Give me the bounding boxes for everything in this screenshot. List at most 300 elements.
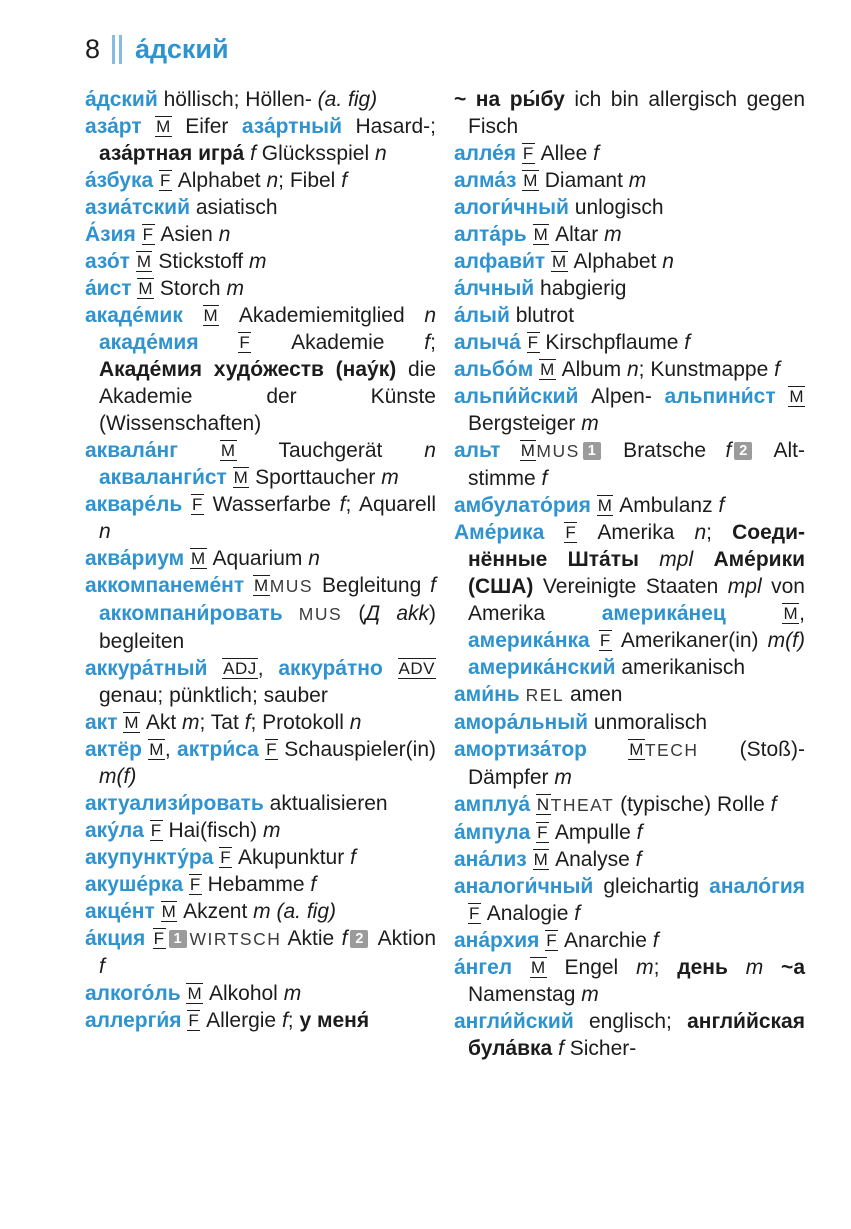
grammar-italic: f (430, 574, 436, 597)
grammar-italic: (a. fig) (317, 88, 378, 111)
right-column (454, 86, 805, 1062)
headword: акваре́ль (85, 493, 192, 516)
translation-text: Begleitung (313, 574, 431, 597)
translation-text: Altstimme (468, 439, 806, 490)
grammar-italic: f (558, 1037, 564, 1060)
grammar-italic: n (424, 304, 437, 327)
grammar-italic: f (424, 331, 431, 354)
translation-text: Diamant (538, 169, 629, 192)
headword: актуализи́ровать (85, 792, 264, 815)
gender-marker: ADV (398, 659, 435, 678)
headword: а́нгел (454, 956, 530, 979)
grammar-italic: n (218, 223, 231, 246)
gender-marker: F (160, 171, 171, 190)
translation-text: Stickstoff (152, 250, 249, 273)
gender-marker: М (233, 468, 249, 487)
headword: азиа́тский (85, 196, 190, 219)
dictionary-entry (454, 681, 805, 709)
sense-number-badge: 1 (583, 442, 601, 460)
gender-marker: F (220, 848, 232, 867)
translation-text: höllisch; Höllen- (157, 88, 318, 111)
gender-marker: М (220, 441, 236, 460)
headword: альпини́ст (664, 385, 789, 408)
dictionary-entry (454, 140, 805, 167)
translation-text: Ambulanz (613, 494, 719, 517)
gender-marker: F (153, 929, 165, 948)
dictionary-entry (85, 86, 436, 113)
grammar-italic: f (281, 1009, 288, 1032)
subject-label: REL (525, 685, 565, 705)
bold-text: Соединённые Шта́ты (468, 521, 805, 571)
headword: аккура́тно (278, 657, 398, 680)
page-number: 8 (85, 34, 101, 64)
subject-label: MUS (536, 441, 580, 461)
translation-text: die Akademie der Künste (Wissenschaften) (99, 358, 436, 435)
translation-text: Amerika (577, 521, 695, 544)
dictionary-entry (85, 925, 436, 980)
gender-marker: F (189, 875, 201, 894)
dictionary-entry (85, 113, 436, 167)
translation-text: asiatisch (189, 196, 278, 219)
dictionary-entry (454, 791, 805, 819)
translation-text: Aktie (281, 927, 342, 950)
headword: ана́рхия (454, 929, 546, 952)
headword: а́збука (85, 169, 159, 192)
translation-text: ; Fibel (278, 169, 342, 192)
headword: альбо́м (454, 358, 540, 381)
translation-text: Alphabet (567, 250, 663, 273)
translation-text: ; Protokoll (250, 711, 350, 734)
headword: аккура́тный (85, 657, 223, 680)
translation-text: amerikanisch (615, 656, 746, 679)
grammar-italic: m(f) (767, 629, 805, 652)
translation-text: , (257, 657, 279, 680)
translation-text: ; (706, 521, 733, 544)
translation-text: aktualisieren (263, 792, 388, 815)
headword: алле́я (454, 142, 522, 165)
headword: англи́йский (454, 1010, 574, 1033)
headword: акупункту́ра (85, 846, 220, 869)
translation-text: amen (564, 683, 623, 706)
translation-text: ; (430, 331, 436, 354)
dictionary-entry (85, 221, 436, 248)
headword: амортиза́тор (454, 738, 629, 761)
headword: акт (85, 711, 124, 734)
dictionary-entry (454, 736, 805, 791)
translation-text: ; Aquarell (345, 493, 436, 516)
grammar-italic: n (308, 547, 320, 570)
subject-label: TECH (644, 740, 699, 760)
headword: ами́нь (454, 683, 526, 706)
gender-marker: М (161, 902, 177, 921)
dictionary-entry (85, 248, 436, 275)
headword: Аме́рика (454, 521, 565, 544)
translation-text: Akademie (251, 331, 425, 354)
grammar-italic: f (718, 494, 725, 517)
translation-text: Akt (139, 711, 182, 734)
grammar-italic: mpl (727, 575, 762, 598)
headword: алыча́ (454, 331, 527, 354)
grammar-italic: f (652, 929, 659, 952)
grammar-italic: mpl (659, 548, 694, 571)
grammar-italic: m (745, 956, 764, 979)
headword: алма́з (454, 169, 523, 192)
dictionary-entry (454, 873, 805, 927)
translation-text: ; (287, 1009, 300, 1032)
headword: анало́гия (709, 875, 805, 898)
grammar-italic: n (266, 169, 279, 192)
translation-text: ; Kunstmappe (638, 358, 775, 381)
grammar-italic: f (774, 358, 780, 381)
dictionary-entry (454, 248, 805, 275)
left-column (85, 86, 436, 1062)
headword: америка́нец (601, 602, 783, 625)
translation-text: Analyse (549, 848, 636, 871)
dictionary-entry (454, 329, 805, 356)
gender-marker: М (597, 496, 613, 515)
bold-text: ~а (763, 956, 805, 979)
translation-text: Aquarium (206, 547, 309, 570)
translation-text: Hasard-; (342, 115, 436, 138)
translation-text: ; (653, 956, 678, 979)
headword: акаде́мия (99, 331, 239, 354)
headword: альт (454, 439, 520, 462)
headword: аза́ртный (241, 115, 342, 138)
headword: амплуа́ (454, 793, 536, 816)
translation-text: Akupunktur (232, 846, 351, 869)
gender-marker: F (150, 821, 162, 840)
dictionary-entry (454, 927, 805, 954)
dictionary-entry (85, 545, 436, 572)
headword: актёр (85, 738, 149, 761)
translation-text: Engel (546, 956, 637, 979)
grammar-italic: f (250, 142, 256, 165)
page-header (85, 34, 805, 64)
headword: акуше́рка (85, 873, 189, 896)
dictionary-entry (454, 846, 805, 873)
dictionary-entry (454, 275, 805, 302)
dictionary-entry (454, 221, 805, 248)
translation-text: Eifer (171, 115, 242, 138)
headword: алкого́ль (85, 982, 187, 1005)
grammar-italic: f (350, 846, 356, 869)
dictionary-entry (85, 302, 436, 437)
translation-text: Altar (549, 223, 605, 246)
grammar-italic: f (244, 711, 251, 734)
gender-marker: М (552, 252, 567, 271)
translation-text: Alpen- (578, 385, 665, 408)
grammar-italic: (a. fig) (276, 900, 336, 923)
dictionary-entry (454, 194, 805, 221)
gender-marker: F (546, 931, 558, 950)
dictionary-entry (85, 736, 436, 790)
bold-text: день (677, 956, 746, 979)
grammar-italic: n (694, 521, 707, 544)
translation-text: , (799, 602, 805, 625)
gender-marker: М (789, 387, 804, 406)
gender-marker: F (188, 1011, 200, 1030)
header-divider-bars-icon (112, 35, 122, 64)
translation-text: Bratsche (603, 439, 726, 462)
dictionary-entry (85, 437, 436, 491)
gender-marker: F (599, 631, 611, 650)
translation-text: Tauchgerät (236, 439, 425, 462)
grammar-italic: m (604, 223, 622, 246)
gender-marker: М (533, 850, 549, 869)
translation-text: ich bin allergisch gegen Fisch (468, 88, 806, 138)
grammar-italic: f (635, 848, 642, 871)
grammar-italic: f (770, 793, 777, 816)
bold-text: Акаде́мия худо́жеств (нау́к) (99, 358, 397, 381)
translation-text: Hebamme (201, 873, 311, 896)
translation-text: Asien (154, 223, 219, 246)
headword: ана́лиз (454, 848, 533, 871)
gender-marker: F (239, 333, 251, 352)
headword: америка́нка (468, 629, 599, 652)
dictionary-entry (454, 437, 805, 492)
dictionary-entry (454, 167, 805, 194)
gender-marker: М (530, 958, 546, 977)
translation-text: Album (555, 358, 627, 381)
translation-text: Aktion (371, 927, 436, 950)
translation-text: Analogie (480, 902, 575, 925)
dictionary-entry (85, 898, 436, 925)
translation-text: ; Tat (199, 711, 245, 734)
translation-text: Hai(fisch) (162, 819, 263, 842)
headword: а́лый (454, 304, 510, 327)
gender-marker: М (187, 984, 203, 1003)
translation-text: Akademiemitglied (219, 304, 425, 327)
headword: а́мпула (454, 821, 537, 844)
dictionary-entry (454, 1008, 805, 1062)
headword: акаде́мик (85, 304, 203, 327)
translation-text: Wasserfarbe (203, 493, 340, 516)
dictionary-entry (454, 709, 805, 736)
gender-marker: М (149, 740, 164, 759)
translation-text: (Stoß)-Dämpfer (468, 738, 805, 789)
bold-text: ~ на ры́бу (454, 88, 565, 111)
guide-word: а́дский (135, 34, 229, 64)
dictionary-entry (85, 655, 436, 709)
grammar-italic: f (725, 439, 732, 462)
subject-label: MUS (298, 604, 343, 624)
grammar-italic: m (226, 277, 244, 300)
translation-text: gleichartig (593, 875, 710, 898)
dictionary-entry (85, 275, 436, 302)
gender-marker: М (191, 549, 206, 568)
translation-text: ( (342, 602, 366, 625)
grammar-italic: n (99, 520, 111, 543)
dictionary-entry (454, 302, 805, 329)
grammar-italic: m (182, 711, 200, 734)
headword: аку́ла (85, 819, 150, 842)
headword: а́ист (85, 277, 138, 300)
translation-text: Storch (154, 277, 227, 300)
sense-number-badge: 2 (734, 442, 752, 460)
translation-text: unlogisch (568, 196, 664, 219)
dictionary-entry (85, 871, 436, 898)
dictionary-entry (454, 819, 805, 846)
translation-text: Kirschpflaume (539, 331, 685, 354)
gender-marker: F (266, 740, 277, 759)
dictionary-entry (85, 844, 436, 871)
gender-marker: М (540, 360, 555, 379)
gender-marker: F (565, 523, 577, 542)
grammar-italic: n (662, 250, 674, 273)
grammar-italic: f (574, 902, 581, 925)
grammar-italic: Д akk (365, 602, 429, 625)
subject-label: THEAT (550, 795, 615, 815)
grammar-italic: m (554, 766, 572, 789)
grammar-italic: m (248, 250, 267, 273)
bold-text: Аме́рики (США) (468, 548, 805, 598)
translation-text: unmoralisch (588, 711, 708, 734)
bold-text: аза́ртная игра́ (99, 142, 251, 165)
gender-marker: F (527, 333, 539, 352)
dictionary-entry (85, 709, 436, 736)
grammar-italic: m (628, 169, 647, 192)
gender-marker: F (522, 144, 534, 163)
dictionary-entry (85, 980, 436, 1007)
translation-text: habgierig (534, 277, 627, 300)
headword: алфави́т (454, 250, 552, 273)
grammar-italic: f (636, 821, 643, 844)
grammar-italic: f (310, 873, 317, 896)
grammar-italic: f (541, 467, 548, 490)
gender-marker: М (156, 117, 171, 136)
grammar-italic: n (424, 439, 436, 462)
dictionary-entry (85, 194, 436, 221)
translation-text: genau; pünktlich; sauber (99, 684, 328, 707)
dictionary-entry (85, 167, 436, 194)
grammar-italic: n (349, 711, 362, 734)
translation-text: ) begleiten (99, 602, 436, 653)
headword: аквала́нг (85, 439, 220, 462)
subject-label: MUS (269, 576, 314, 596)
dictionary-entry (85, 572, 436, 655)
dictionary-entry (454, 519, 805, 681)
bold-text: англи́йская була́вка (468, 1010, 805, 1060)
gender-marker: М (533, 225, 549, 244)
headword: аза́рт (85, 115, 156, 138)
translation-text: blutrot (509, 304, 575, 327)
grammar-italic: m (581, 412, 599, 435)
grammar-italic: m (253, 900, 271, 923)
gender-marker: F (469, 904, 480, 923)
gender-marker: ADJ (223, 659, 257, 678)
translation-text: englisch; (573, 1010, 688, 1033)
grammar-italic: f (341, 169, 348, 192)
headword: алоги́чный (454, 196, 569, 219)
sense-number-badge: 2 (350, 930, 368, 948)
headword: а́кция (85, 927, 153, 950)
gender-marker: М (523, 171, 538, 190)
grammar-italic: f (339, 493, 346, 516)
grammar-italic: f (593, 142, 599, 165)
headword: а́лчный (454, 277, 535, 300)
subject-label: WIRTSCH (189, 929, 282, 949)
gender-marker: М (254, 576, 269, 595)
headword: алта́рь (454, 223, 533, 246)
headword: аккомпани́ровать (99, 602, 299, 625)
translation-text: Anarchie (558, 929, 653, 952)
headword: аналоги́чный (454, 875, 594, 898)
text-columns (85, 86, 805, 1062)
headword: А́зия (85, 223, 142, 246)
headword: амбулато́рия (454, 494, 597, 517)
gender-marker: М (138, 279, 154, 298)
translation-text: Alphabet (171, 169, 267, 192)
gender-marker: М (783, 604, 799, 623)
dictionary-entry (454, 383, 805, 437)
gender-marker: F (537, 823, 549, 842)
translation-text: Glücksspiel (255, 142, 375, 165)
translation-text: Ampulle (549, 821, 637, 844)
translation-text: Bergsteiger (468, 412, 582, 435)
sense-number-badge: 1 (169, 930, 187, 948)
gender-marker: М (203, 306, 219, 325)
headword: аллерги́я (85, 1009, 188, 1032)
headword: акваланги́ст (99, 466, 233, 489)
grammar-italic: m (581, 983, 599, 1006)
translation-text: Vereinigte Staaten (533, 575, 728, 598)
gender-marker: N (536, 795, 550, 814)
headword: азо́т (85, 250, 136, 273)
translation-text: Sicher- (563, 1037, 637, 1060)
dictionary-entry (85, 817, 436, 844)
gender-marker: F (192, 495, 203, 514)
grammar-italic: f (341, 927, 348, 950)
grammar-italic: n (374, 142, 387, 165)
headword: альпи́йский (454, 385, 579, 408)
translation-text: Namenstag (468, 983, 582, 1006)
dictionary-entry (85, 790, 436, 817)
dictionary-entry (85, 1007, 436, 1034)
headword: америка́нский (468, 656, 616, 679)
translation-text: Schauspieler(in) (278, 738, 436, 761)
gender-marker: F (142, 225, 154, 244)
translation-text: Allee (534, 142, 594, 165)
headword: актри́са (177, 738, 266, 761)
translation-text: , (164, 738, 178, 761)
gender-marker: М (136, 252, 152, 271)
grammar-italic: m (283, 982, 302, 1005)
gender-marker: М (629, 740, 644, 759)
dictionary-entry (454, 492, 805, 519)
translation-text: Alkohol (203, 982, 284, 1005)
grammar-italic: f (99, 955, 105, 978)
headword: аква́риум (85, 547, 191, 570)
bold-text: у меня́ (299, 1009, 370, 1032)
translation-text: Allergie (200, 1009, 282, 1032)
translation-text: Amerikaner(in) (611, 629, 768, 652)
dictionary-entry (454, 86, 805, 140)
gender-marker: М (520, 441, 536, 460)
headword: аккомпанеме́нт (85, 574, 254, 597)
translation-text: Akzent (177, 900, 254, 923)
headword: а́дский (85, 88, 158, 111)
headword: амора́льный (454, 711, 589, 734)
dictionary-entry (454, 356, 805, 383)
grammar-italic: m (381, 466, 399, 489)
dictionary-entry (454, 954, 805, 1008)
translation-text: von Amerika (468, 575, 805, 625)
gender-marker: М (124, 713, 139, 732)
grammar-italic: m (636, 956, 654, 979)
translation-text: Sporttaucher (249, 466, 382, 489)
grammar-italic: n (626, 358, 639, 381)
dictionary-entry (85, 491, 436, 545)
